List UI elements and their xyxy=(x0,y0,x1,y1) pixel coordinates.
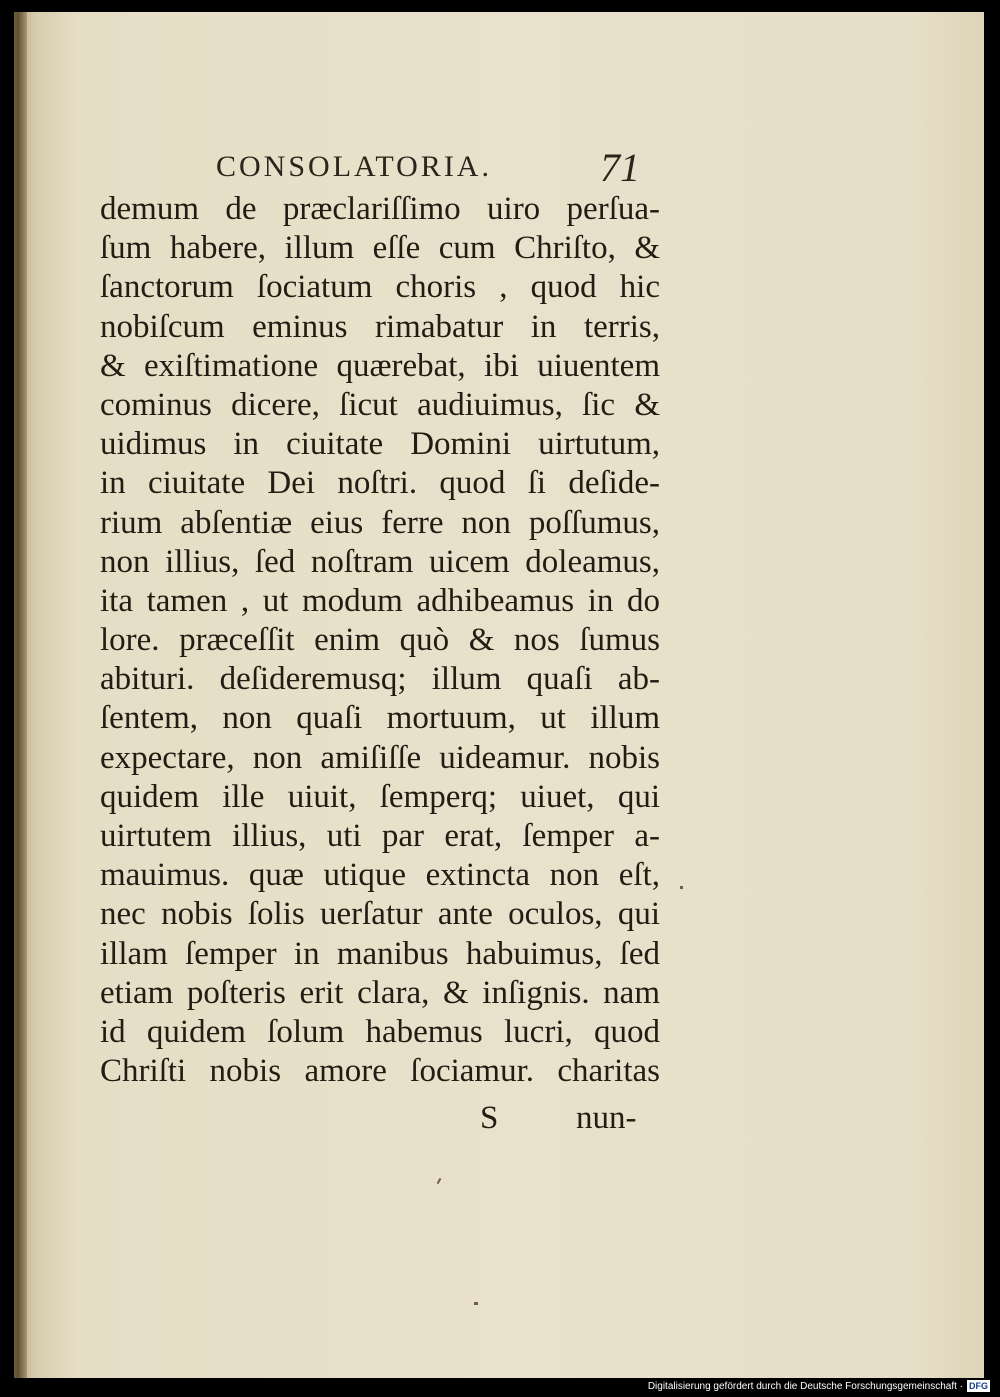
body-text xyxy=(100,190,660,1091)
text-line: expectare, non amiſiſſe uideamur. nobis xyxy=(100,739,660,776)
page-number: 71 xyxy=(600,145,640,190)
signature-mark: S xyxy=(480,1100,499,1136)
text-line: ſentem, non quaſi mortuum, ut illum xyxy=(100,700,660,737)
text-line: & exiſtimatione quærebat, ibi uiuentem xyxy=(100,347,660,384)
dfg-logo-icon: DFG xyxy=(969,1381,988,1391)
page-gutter-edge xyxy=(17,12,27,1378)
text-line: abituri. deſideremusq; illum quaſi ab- xyxy=(100,661,660,698)
stray-ink-mark xyxy=(680,886,683,889)
text-line: nec nobis ſolis uerſatur ante oculos, qui xyxy=(100,896,660,933)
text-line: illam ſemper in manibus habuimus, ſed xyxy=(100,935,660,972)
text-line: demum de præclariſſimo uiro perſua- xyxy=(100,191,660,227)
digitization-credit xyxy=(648,1379,990,1393)
text-line: rium abſentiæ eius ferre non poſſumus, xyxy=(100,504,660,541)
text-line: nobiſcum eminus rimabatur in terris, xyxy=(100,308,660,345)
text-line: Chriſti nobis amore ſociamur. charitas xyxy=(100,1053,660,1090)
text-line: lore. præceſſit enim quò & nos ſumus xyxy=(100,622,660,659)
text-line: uirtutem illius, uti par erat, ſemper a- xyxy=(100,818,660,854)
text-line: in ciuitate Dei noſtri. quod ſi deſide- xyxy=(100,465,660,502)
text-line: etiam poſteris erit clara, & inſignis. nam xyxy=(100,974,660,1011)
text-line: quidem ille uiuit, ſemperq; uiuet, qui xyxy=(100,778,660,815)
text-line: uidimus in ciuitate Domini uirtutum, xyxy=(100,426,660,463)
text-line: non illius, ſed noſtram uicem doleamus, xyxy=(100,543,660,580)
text-line: mauimus. quæ utique extincta non eſt, xyxy=(100,857,660,894)
catchword: nun- xyxy=(576,1100,637,1136)
stray-ink-mark xyxy=(474,1302,478,1305)
text-line: cominus dicere, ſicut audiuimus, ſic & xyxy=(100,386,660,423)
text-line: ſum habere, illum eſſe cum Chriſto, & xyxy=(100,230,660,267)
text-line: ſanctorum ſociatum choris , quod hic xyxy=(100,269,660,306)
text-line: id quidem ſolum habemus lucri, quod xyxy=(100,1013,660,1050)
text-line: ita tamen , ut modum adhibeamus in do xyxy=(100,582,660,619)
credit-text: Digitalisierung gefördert durch die Deutsche Forschungsgemeinschaft · xyxy=(647,1380,963,1392)
page-footer xyxy=(480,1100,660,1144)
running-title: CONSOLATORIA. xyxy=(216,150,492,183)
